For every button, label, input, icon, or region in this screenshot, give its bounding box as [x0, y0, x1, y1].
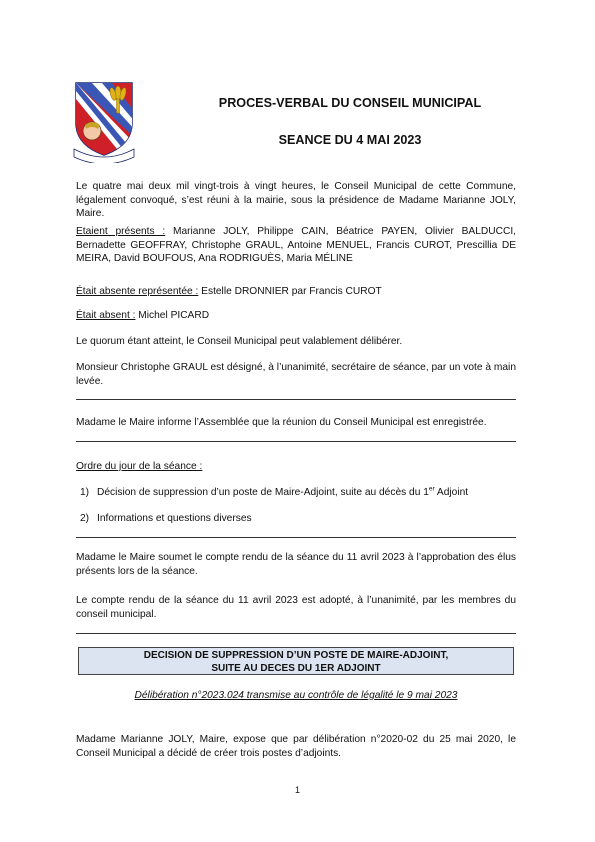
absent-label: Était absent : [76, 310, 136, 321]
agenda-item: 2) Informations et questions diverses [80, 513, 252, 524]
absent-represented [76, 285, 516, 299]
divider [76, 441, 516, 442]
present-names: Marianne JOLY, Philippe CAIN, Béatrice PAYEN, Olivier BALDUCCI, Bernadette GEOFFRAY, Christophe GRAUL, Antoine MENUEL, Francis CUROT, Prescillia DE MEIRA, David BOUFOUS, Ana RODRIGUÈS, Maria MÉLINE [76, 226, 516, 265]
divider [76, 537, 516, 538]
document-title: PROCES-VERBAL DU CONSEIL MUNICIPAL [218, 96, 482, 110]
session-date: SEANCE DU 4 MAI 2023 [278, 133, 422, 147]
decision-heading-line: DECISION DE SUPPRESSION D’UN POSTE DE MAIRE-ADJOINT, [143, 650, 449, 661]
quorum-paragraph: Le quorum étant atteint, le Conseil Municipal peut valablement délibérer. [76, 336, 403, 347]
absent-member [76, 309, 516, 323]
agenda-item: 1) Décision de suppression d’un poste de Maire-Adjoint, suite au décès du 1er Adjoint [80, 485, 469, 498]
minutes-submit-paragraph: Madame le Maire soumet le compte rendu de la séance du 11 avril 2023 à l’approbation des élus présents lors de la séance. [76, 552, 516, 577]
agenda-label: Ordre du jour de la séance : [76, 461, 203, 472]
recording-paragraph: Madame le Maire informe l’Assemblée que la réunion du Conseil Municipal est enregistrée. [76, 417, 487, 428]
decision-heading-box [78, 647, 514, 675]
divider [76, 399, 516, 400]
intro-paragraph: Le quatre mai deux mil vingt-trois à vingt heures, le Conseil Municipal de cette Commune, légalement convoqué, s’est réuni à la mairie, sous la présidence de Madame Marianne JOLY, Maire. [76, 181, 516, 220]
present-label: Etaient présents : [76, 226, 166, 237]
absent-names: Michel PICARD [135, 310, 210, 321]
municipal-crest-logo [72, 79, 136, 163]
absent-represented-names: Estelle DRONNIER par Francis CUROT [198, 286, 382, 297]
secretary-paragraph: Monsieur Christophe GRAUL est désigné, à l’unanimité, secrétaire de séance, par un vote à main levée. [76, 362, 516, 387]
page-number: 1 [294, 785, 300, 795]
divider [76, 633, 516, 634]
absent-represented-label: Était absente représentée : [76, 286, 199, 297]
decision-heading-line: SUITE AU DECES DU 1ER ADJOINT [211, 663, 381, 674]
deliberation-reference: Délibération n°2023.024 transmise au contrôle de légalité le 9 mai 2023 [134, 690, 458, 701]
minutes-adopted-paragraph: Le compte rendu de la séance du 11 avril 2023 est adopté, à l’unanimité, par les membres du conseil municipal. [76, 595, 516, 620]
present-members [76, 225, 516, 266]
exposition-paragraph: Madame Marianne JOLY, Maire, expose que par délibération n°2020-02 du 25 mai 2020, le Conseil Municipal a décidé de créer trois postes d’adjoints. [76, 734, 516, 759]
